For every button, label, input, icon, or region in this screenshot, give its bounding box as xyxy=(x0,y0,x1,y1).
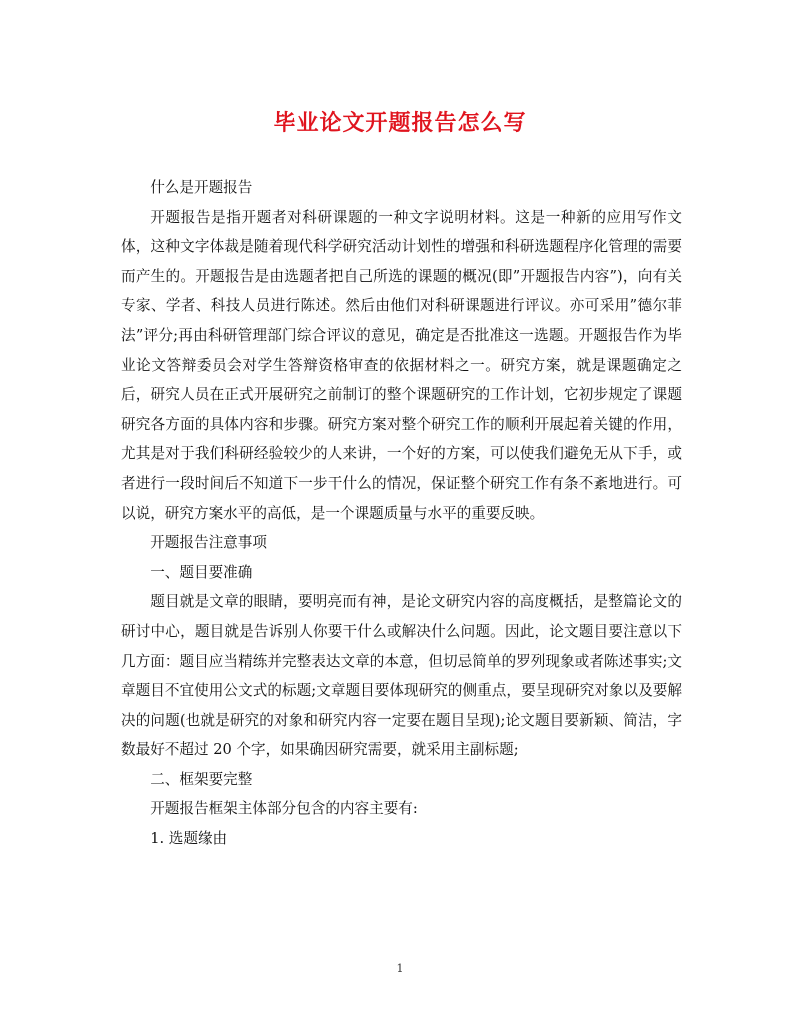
section-heading-notes: 开题报告注意事项 xyxy=(150,534,267,552)
section-heading-what-is: 什么是开题报告 xyxy=(150,179,253,196)
paragraph-definition: 开题报告是指开题者对科研课题的一种文字说明材料。这是一种新的应用写作文体，这种文字体裁是随着现代科学研究活动计划性的增强和科研选题程序化管理的需要而产生的。开题报告是由选题者把自己所选的课题的概况(即”开题报告内容”)，向有关专家、学者、科技人员进行陈述。然后由他们对科研课题进行评议。亦可采用”德尔菲法”评分;再由科研管理部门综合评议的意见，确定是否批准这一选题。开题报告作为毕业论文答辩委员会对学生答辩资格审查的依据材料之一。研究方案，就是课题确定之后，研究人员在正式开展研究之前制订的整个课题研究的工作计划，它初步规定了课题研究各方面的具体内容和步骤。研究方案对整个研究工作的顺利开展起着关键的作用，尤其是对于我们科研经验较少的人来讲，一个好的方案，可以使我们避免无从下手，或者进行一段时间后不知道下一步干什么的情况，保证整个研究工作有条不紊地进行。可以说，研究方案水平的高低，是一个课题质量与水平的重要反映。 xyxy=(121,208,682,522)
document-body xyxy=(121,173,682,854)
subheading-title-accurate: 一、题目要准确 xyxy=(150,563,253,581)
subheading-framework-complete: 二、框架要完整 xyxy=(150,770,253,788)
paragraph-framework-intro: 开题报告框架主体部分包含的内容主要有: xyxy=(150,800,418,818)
list-item-topic-reason: 1. 选题缘由 xyxy=(150,830,228,848)
document-title: 毕业论文开题报告怎么写 xyxy=(273,110,527,136)
page-number: 1 xyxy=(396,962,404,975)
paragraph-title-details: 题目就是文章的眼睛，要明亮而有神，是论文研究内容的高度概括，是整篇论文的研讨中心，题目就是告诉别人你要干什么或解决什么问题。因此，论文题目要注意以下几方面：题目应当精练并完整表达文章的本意，但切忌简单的罗列现象或者陈述事实;文章题目不宜使用公文式的标题;文章题目要体现研究的侧重点，要呈现研究对象以及要解决的问题(也就是研究的对象和研究内容一定要在题目呈现);论文题目要新颖、简洁，字数最好不超过 20 个字，如果确因研究需要，就采用主副标题; xyxy=(121,593,682,759)
